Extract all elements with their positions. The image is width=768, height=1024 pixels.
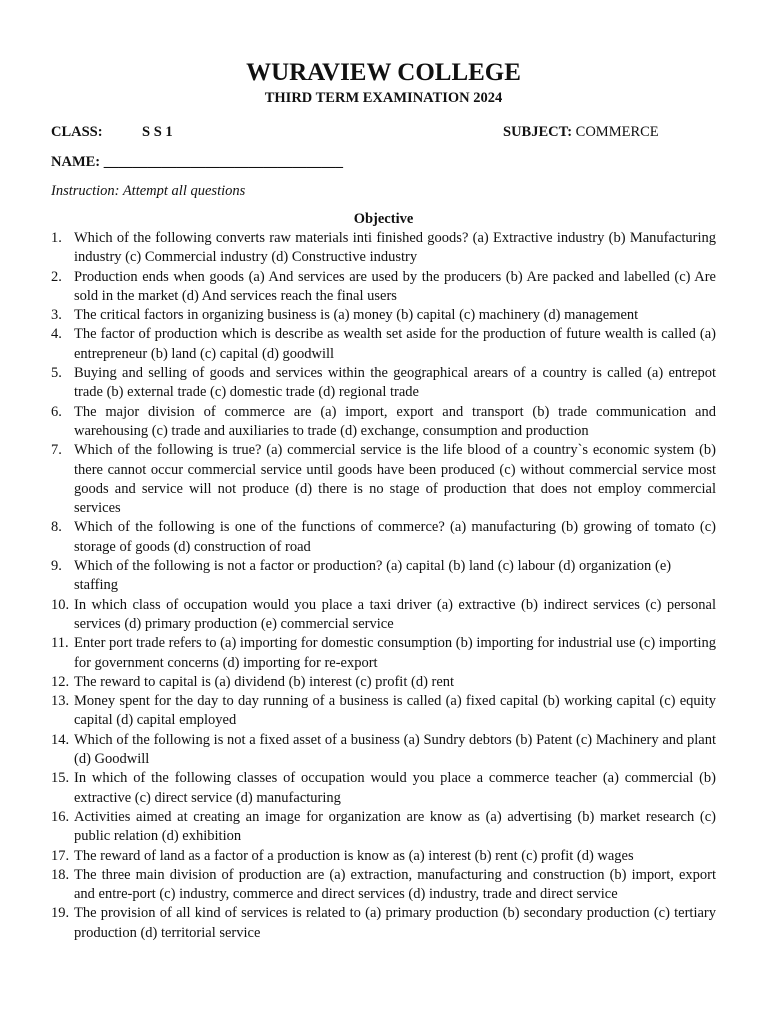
question-item	[51, 634, 716, 673]
question-number: 6.	[51, 403, 62, 420]
question-item	[51, 692, 716, 731]
question-number: 14.	[51, 731, 70, 748]
question-text: Buying and selling of goods and services within the geographical arears of a country is called (a) entrepot trade (b) external trade (c) domestic trade (d) regional trade	[74, 365, 716, 401]
question-text: Which of the following is true? (a) commercial service is the life blood of a country`s economic system (b) there cannot occur commercial service until goods have been produced (c) without commercial service most goods and service will not produce (d) there is no stage of production that does not employ commercial services	[74, 442, 716, 517]
question-text: Which of the following converts raw materials inti finished goods? (a) Extractive industry (b) Manufacturing industry (c) Commercial industry (d) Constructive industry	[74, 230, 716, 266]
question-text: Which of the following is one of the functions of commerce? (a) manufacturing (b) growing of tomato (c) storage of goods (d) construction of road	[74, 519, 716, 555]
question-number: 10.	[51, 596, 70, 613]
instruction: Instruction: Attempt all questions	[51, 183, 246, 199]
question-text: In which of the following classes of occupation would you place a commerce teacher (a) commercial (b) extractive (c) direct service (d) manufacturing	[74, 770, 716, 806]
question-list	[51, 229, 716, 943]
question-number: 7.	[51, 442, 62, 459]
subject-value: COMMERCE	[575, 124, 659, 140]
question-item	[51, 441, 716, 518]
question-number: 3.	[51, 307, 62, 324]
question-item	[51, 596, 716, 635]
question-number: 5.	[51, 365, 62, 382]
question-number: 17.	[51, 847, 70, 864]
question-text: Activities aimed at creating an image for organization are know as (a) advertising (b) market research (c) public relation (d) exhibition	[74, 808, 716, 845]
class-label: CLASS:	[51, 124, 103, 140]
question-number: 2.	[51, 268, 62, 285]
question-text: The provision of all kind of services is related to (a) primary production (b) secondary production (c) tertiary production (d) territorial service	[74, 905, 716, 941]
question-number: 12.	[51, 673, 70, 690]
question-item	[51, 268, 716, 307]
question-item	[51, 904, 716, 943]
question-item	[51, 403, 716, 442]
question-text: In which class of occupation would you place a taxi driver (a) extractive (b) indirect services (c) personal services (d) primary production (e) commercial service	[74, 596, 716, 632]
question-text: Which of the following is not a fixed asset of a business (a) Sundry debtors (b) Patent (c) Machinery and plant (d) Goodwill	[74, 731, 716, 768]
question-item	[51, 557, 716, 596]
question-number: 1.	[51, 230, 62, 246]
question-number: 19.	[51, 905, 70, 922]
question-item	[51, 866, 716, 905]
question-number: 9.	[51, 558, 62, 575]
question-item	[51, 808, 716, 847]
question-text: Money spent for the day to day running of a business is called (a) fixed capital (b) working capital (c) equity capital (d) capital employed	[74, 693, 716, 729]
question-item	[51, 731, 716, 770]
subject-block	[503, 123, 659, 142]
question-number: 8.	[51, 519, 62, 536]
section-heading: Objective	[353, 211, 414, 227]
question-text: The major division of commerce are (a) import, export and transport (b) trade communication and warehousing (c) trade and auxiliaries to trade (d) exchange, consumption and production	[74, 403, 716, 439]
subject-label: SUBJECT:	[503, 124, 573, 140]
college-title: WURAVIEW COLLEGE	[246, 59, 521, 86]
question-text: The critical factors in organizing business is (a) money (b) capital (c) machinery (d) management	[74, 307, 639, 324]
question-item	[51, 229, 716, 268]
question-number: 15.	[51, 770, 70, 787]
question-text: The reward to capital is (a) dividend (b) interest (c) profit (d) rent	[74, 673, 455, 690]
question-number: 13.	[51, 693, 70, 710]
question-item	[51, 847, 716, 866]
question-number: 4.	[51, 326, 62, 343]
question-item	[51, 306, 716, 325]
exam-page	[51, 58, 716, 943]
question-item	[51, 325, 716, 364]
question-text: Enter port trade refers to (a) importing for domestic consumption (b) importing for industrial use (c) importing for government concerns (d) importing for re-export	[74, 635, 716, 671]
question-item	[51, 673, 716, 692]
question-text: The three main division of production are (a) extraction, manufacturing and construction (b) import, export and entre-port (c) industry, commerce and direct services (d) industry, trade and direct service	[74, 866, 716, 903]
question-text: Which of the following is not a factor or production? (a) capital (b) land (c) labour (d) organization (e) staffing	[74, 558, 716, 594]
question-text: Production ends when goods (a) And services are used by the producers (b) Are packed and labelled (c) Are sold in the market (d) And services reach the final users	[74, 268, 716, 304]
class-subject-row	[51, 123, 716, 142]
question-text: The reward of land as a factor of a production is know as (a) interest (b) rent (c) profit (d) wages	[74, 847, 634, 864]
exam-title: THIRD TERM EXAMINATION 2024	[264, 90, 503, 106]
question-text: The factor of production which is describe as wealth set aside for the production of future wealth is called (a) entrepreneur (b) land (c) capital (d) goodwill	[74, 326, 716, 362]
question-number: 18.	[51, 866, 70, 883]
question-number: 16.	[51, 808, 70, 825]
question-item	[51, 364, 716, 403]
class-value: S S 1	[142, 124, 173, 140]
question-item	[51, 518, 716, 557]
question-number: 11.	[51, 635, 69, 652]
question-item	[51, 769, 716, 808]
name-line: NAME: _________________________________	[51, 154, 344, 170]
